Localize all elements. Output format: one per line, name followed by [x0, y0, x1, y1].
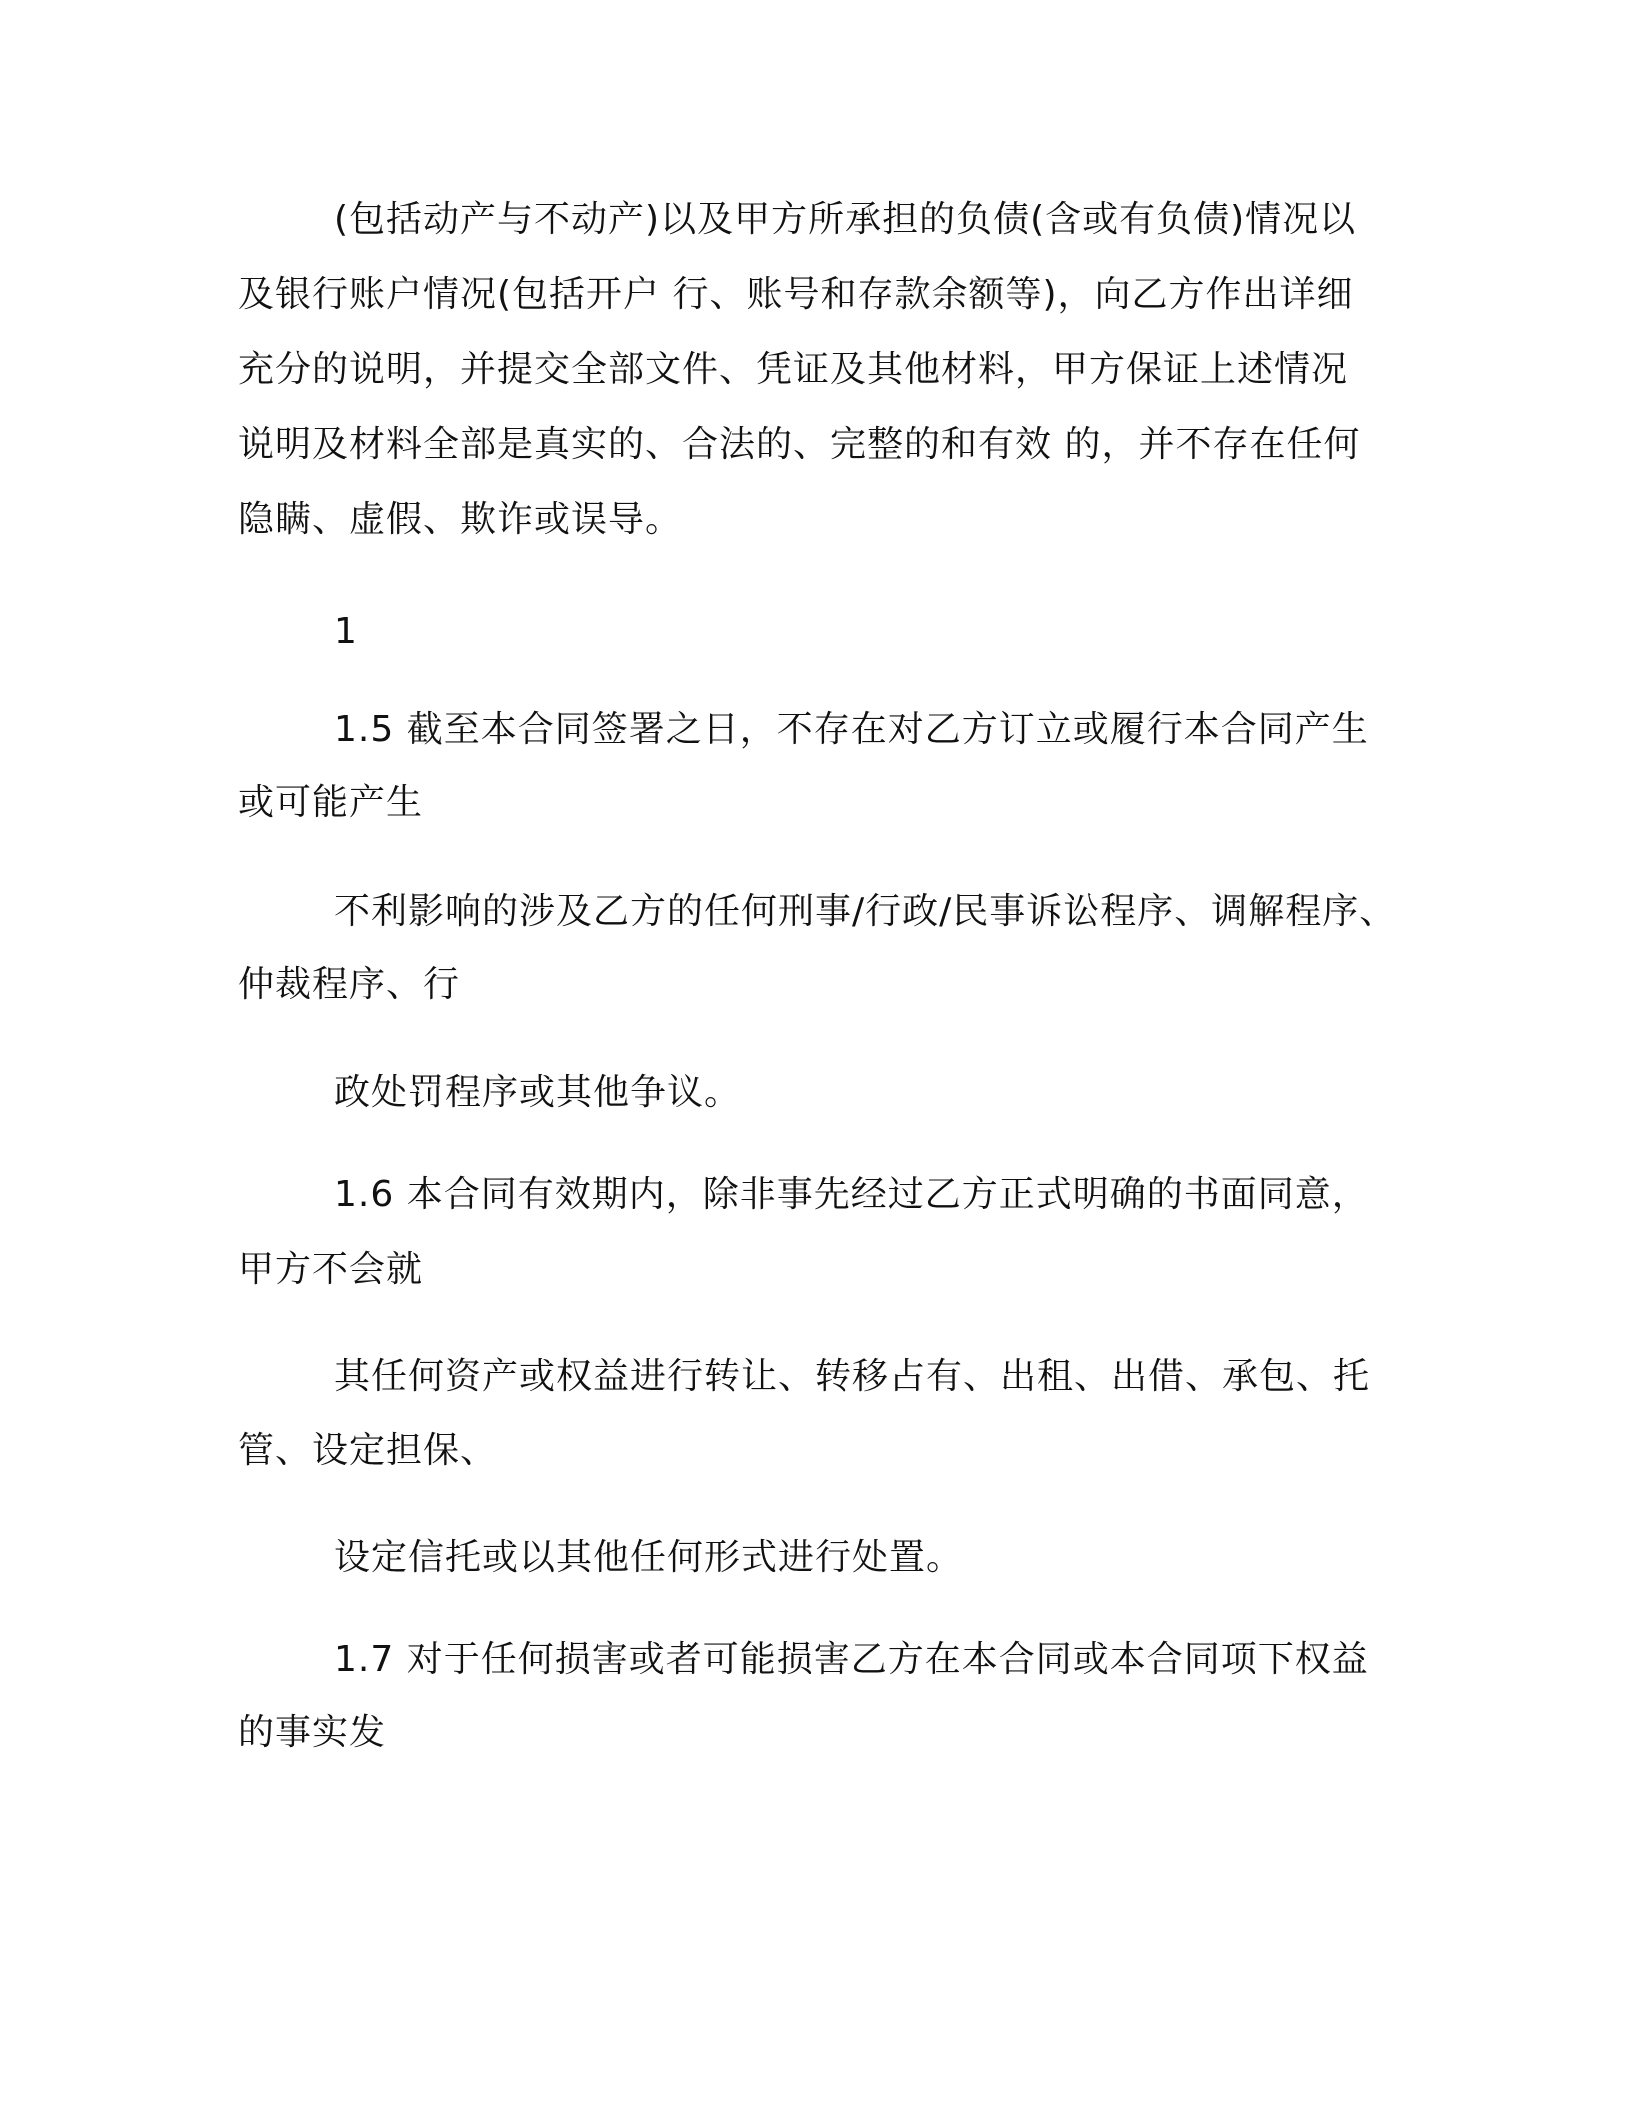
- clause-1-5-line-5: 政处罚程序或其他争议。: [334, 1072, 742, 1113]
- clause-1-5-line-1: 1.5 截至本合同签署之日，不存在对乙方订立或履行本合同产生: [334, 709, 1369, 750]
- intro-line-5: 隐瞒、虚假、欺诈或误导。: [238, 499, 683, 540]
- clause-1-6-line-1: 1.6 本合同有效期内，除非事先经过乙方正式明确的书面同意，: [334, 1174, 1369, 1215]
- clause-1-5-line-3: 不利影响的涉及乙方的任何刑事/行政/民事诉讼程序、调解程序、: [334, 891, 1397, 932]
- clause-1-5-line-4: 仲裁程序、行: [238, 964, 461, 1005]
- clause-1-6-line-4: 管、设定担保、: [238, 1430, 498, 1471]
- intro-line-4: 说明及材料全部是真实的、合法的、完整的和有效 的，并不存在任何: [238, 424, 1361, 465]
- clause-1-7-line-2: 的事实发: [238, 1712, 387, 1753]
- clause-1-6-line-5: 设定信托或以其他任何形式进行处置。: [334, 1537, 964, 1578]
- clause-1-6-line-2: 甲方不会就: [238, 1249, 424, 1290]
- intro-line-2: 及银行账户情况(包括开户 行、账号和存款余额等)，向乙方作出详细: [238, 274, 1354, 315]
- clause-1-6-line-3: 其任何资产或权益进行转让、转移占有、出租、出借、承包、托: [334, 1356, 1371, 1397]
- intro-line-3: 充分的说明，并提交全部文件、凭证及其他材料，甲方保证上述情况: [238, 349, 1349, 390]
- clause-1-5-line-2: 或可能产生: [238, 782, 424, 823]
- intro-line-1: (包括动产与不动产)以及甲方所承担的负债(含或有负债)情况以: [334, 199, 1357, 240]
- clause-1-7-line-1: 1.7 对于任何损害或者可能损害乙方在本合同或本合同项下权益: [334, 1639, 1369, 1680]
- page-number: 1: [334, 611, 358, 652]
